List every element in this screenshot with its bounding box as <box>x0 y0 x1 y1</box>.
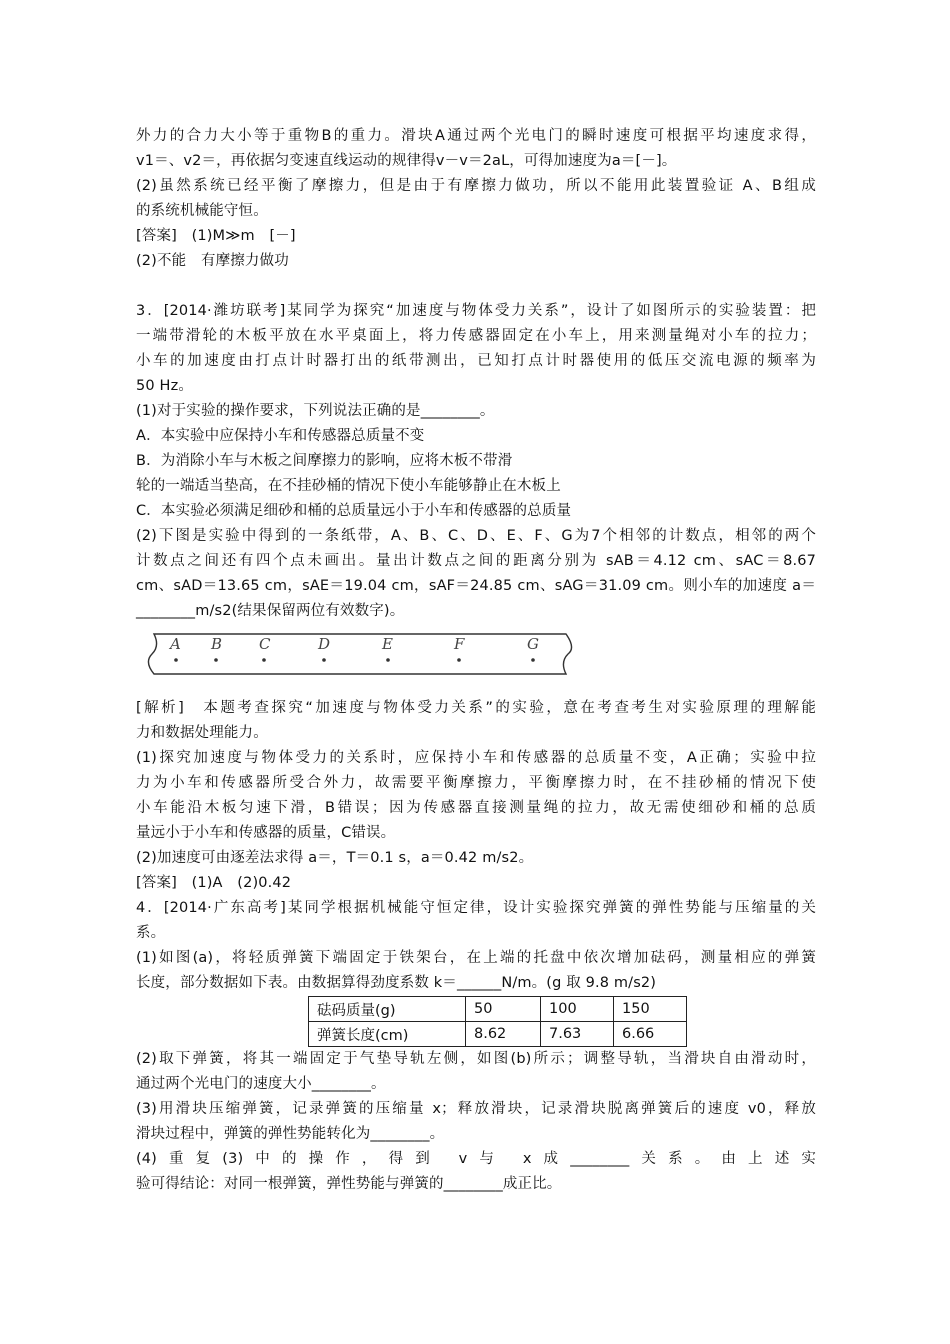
text-line: 50 Hz。 <box>136 378 193 394</box>
table-cell: 100 <box>541 997 614 1022</box>
text-line: 长度，部分数据如下表。由数据算得劲度系数 k＝______N/m。(g 取 9.8 m/s2) <box>136 975 657 991</box>
question-3-line: 3．[2014·潍坊联考]某同学为探究“加速度与物体受力关系”，设计了如图所示的实验装置：把 <box>136 303 816 319</box>
text-line: 一端带滑轮的木板平放在水平桌面上，将力传感器固定在小车上，用来测量绳对小车的拉力； <box>136 328 816 344</box>
text-line: 验可得结论：对同一根弹簧，弹性势能与弹簧的________成正比。 <box>136 1176 562 1192</box>
analysis-line: [解析] 本题考查探究“加速度与物体受力关系”的实验，意在考查考生对实验原理的理解能 <box>136 700 816 716</box>
answer-line: [答案] (1)A (2)0.42 <box>136 875 292 891</box>
option-c: C．本实验必须满足细砂和桶的总质量远小于小车和传感器的总质量 <box>136 503 572 519</box>
tape-dot <box>531 658 535 662</box>
tape-dot <box>386 658 390 662</box>
text-line: (2)加速度可由逐差法求得 a＝，T＝0.1 s，a＝0.42 m/s2。 <box>136 850 534 866</box>
answer-line: (2)不能 有摩擦力做功 <box>136 253 289 269</box>
text-line: 系。 <box>136 925 166 941</box>
tape-dot <box>457 658 461 662</box>
tape-label-e: E <box>382 635 393 653</box>
text-line: (1)如图(a)，将轻质弹簧下端固定于铁架台，在上端的托盘中依次增加砝码，测量相应的弹簧 <box>136 950 816 966</box>
text-line: 外力的合力大小等于重物B的重力。滑块A通过两个光电门的瞬时速度可根据平均速度求得， <box>136 128 816 144</box>
table-row <box>309 1022 687 1047</box>
table-cell: 砝码质量(g) <box>309 997 466 1022</box>
tape-dot <box>214 658 218 662</box>
spring-data-table <box>308 996 687 1047</box>
text-line: (2)取下弹簧，将其一端固定于气垫导轨左侧，如图(b)所示；调整导轨，当滑块自由滑动时， <box>136 1051 816 1067</box>
question-4-line: 4．[2014·广东高考]某同学根据机械能守恒定律，设计实验探究弹簧的弹性势能与压缩量的关 <box>136 900 816 916</box>
table-cell: 8.62 <box>466 1022 541 1047</box>
text-line: 通过两个光电门的速度大小________。 <box>136 1076 386 1092</box>
paragraph-block-1 <box>136 124 816 624</box>
text-line: (3)用滑块压缩弹簧，记录弹簧的压缩量 x；释放滑块，记录滑块脱离弹簧后的速度 v0，释放 <box>136 1101 816 1117</box>
text-line: (2)下图是实验中得到的一条纸带，A、B、C、D、E、F、G为7个相邻的计数点，相邻的两个 <box>136 528 816 544</box>
tape-label-g: G <box>527 635 539 653</box>
text-line: (4)重复(3)中的操作，得到 v与 x成________关系。由上述实 <box>136 1151 816 1167</box>
text-line: (1)探究加速度与物体受力的关系时，应保持小车和传感器的总质量不变，A正确；实验中拉 <box>136 750 816 766</box>
tape-label-d: D <box>318 635 331 653</box>
tape-label-a: A <box>170 635 181 653</box>
text-line: (2)虽然系统已经平衡了摩擦力，但是由于有摩擦力做功，所以不能用此装置验证 A、B组成 <box>136 178 816 194</box>
text-line: 量远小于小车和传感器的质量，C错误。 <box>136 825 396 841</box>
table-cell: 7.63 <box>541 1022 614 1047</box>
paragraph-block-3 <box>136 1047 816 1197</box>
text-line: 计数点之间还有四个点未画出。量出计数点之间的距离分别为 sAB＝4.12 cm、sAC＝8.67 <box>136 553 816 569</box>
table-row <box>309 997 687 1022</box>
tape-label-b: B <box>211 635 223 653</box>
tape-dot <box>174 658 178 662</box>
text-line: 滑块过程中，弹簧的弹性势能转化为________。 <box>136 1126 445 1142</box>
table-cell: 弹簧长度(cm) <box>309 1022 466 1047</box>
text-line: 力为小车和传感器所受合外力，故需要平衡摩擦力，平衡摩擦力时，在不挂砂桶的情况下使 <box>136 775 816 791</box>
paper-tape-figure <box>136 630 816 676</box>
option-b: B．为消除小车与木板之间摩擦力的影响，应将木板不带滑 <box>136 453 513 469</box>
text-line: 小车的加速度由打点计时器打出的纸带测出，已知打点计时器使用的低压交流电源的频率为 <box>136 353 816 369</box>
table-cell: 6.66 <box>614 1022 687 1047</box>
text-line: 力和数据处理能力。 <box>136 725 268 741</box>
table-cell: 50 <box>466 997 541 1022</box>
tape-dot <box>262 658 266 662</box>
text-line: v1＝、v2＝，再依据匀变速直线运动的规律得v－v＝2aL，可得加速度为a＝[－]。 <box>136 153 677 169</box>
answer-line: [答案] (1)M≫m [－] <box>136 228 296 244</box>
text-line: ________m/s2(结果保留两位有效数字)。 <box>136 603 405 619</box>
option-a: A．本实验中应保持小车和传感器总质量不变 <box>136 428 425 444</box>
document-page <box>136 124 816 1197</box>
tape-label-f: F <box>454 635 465 653</box>
text-line: 轮的一端适当垫高，在不挂砂桶的情况下使小车能够静止在木板上 <box>136 478 561 494</box>
text-line: (1)对于实验的操作要求，下列说法正确的是________。 <box>136 403 495 419</box>
tape-dot <box>322 658 326 662</box>
paragraph-block-2 <box>136 696 816 996</box>
text-line: 小车能沿木板匀速下滑，B错误；因为传感器直接测量绳的拉力，故无需使细砂和桶的总质 <box>136 800 816 816</box>
text-line: 的系统机械能守恒。 <box>136 203 268 219</box>
text-line: cm、sAD＝13.65 cm，sAE＝19.04 cm，sAF＝24.85 cm、sAG＝31.09 cm。则小车的加速度 a＝ <box>136 578 816 594</box>
blank-line <box>136 274 816 299</box>
tape-label-c: C <box>259 635 271 653</box>
table-cell: 150 <box>614 997 687 1022</box>
paper-tape-drawing <box>136 630 576 676</box>
